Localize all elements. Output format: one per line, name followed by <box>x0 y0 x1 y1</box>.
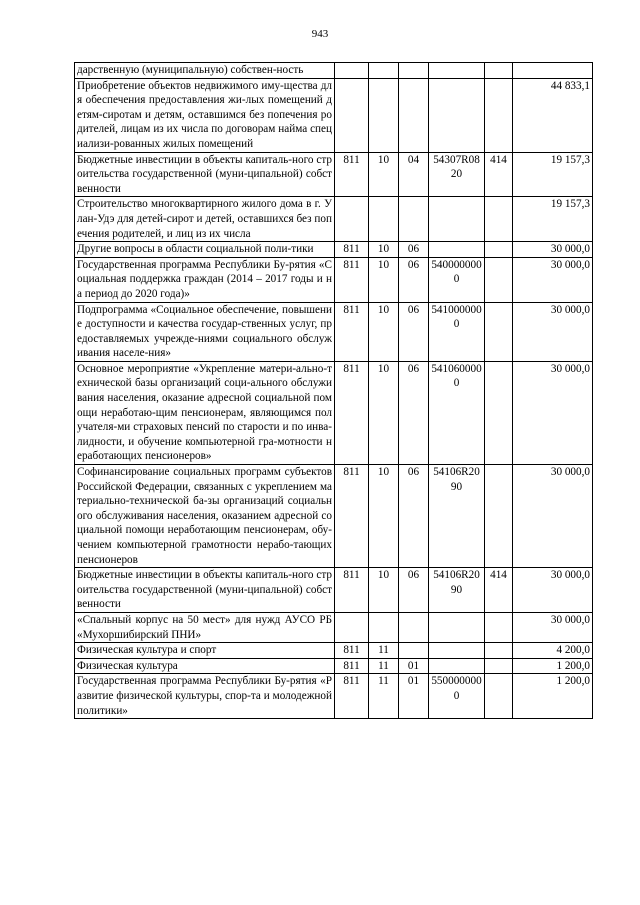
section-code-cell <box>369 78 399 152</box>
row-name-cell: Физическая культура <box>75 658 335 674</box>
expense-type-cell <box>485 361 513 464</box>
row-name-cell: Подпрограмма «Социальное обеспечение, повышение доступности и качества государ-ственных услуг, предоставляемых учрежде-ниями социального обслуживания населе-ния» <box>75 302 335 361</box>
budget-table <box>74 62 593 719</box>
target-article-cell <box>429 612 485 642</box>
expense-type-cell <box>485 674 513 719</box>
table-row <box>75 674 593 719</box>
row-name-cell: Физическая культура и спорт <box>75 643 335 659</box>
ministry-code-cell: 811 <box>335 658 369 674</box>
target-article-cell <box>429 78 485 152</box>
table-row <box>75 568 593 613</box>
expense-type-cell: 414 <box>485 568 513 613</box>
page-number: 943 <box>311 28 329 40</box>
ministry-code-cell: 811 <box>335 302 369 361</box>
section-code-cell: 11 <box>369 658 399 674</box>
target-article-cell <box>429 643 485 659</box>
amount-cell: 19 157,3 <box>513 152 593 197</box>
section-code-cell: 10 <box>369 361 399 464</box>
row-name-cell: Бюджетные инвестиции в объекты капиталь-ного строительства государственной (муни-ципальной) собственности <box>75 152 335 197</box>
table-row <box>75 257 593 302</box>
ministry-code-cell: 811 <box>335 257 369 302</box>
section-code-cell: 10 <box>369 257 399 302</box>
row-name-cell: Приобретение объектов недвижимого иму-щества для обеспечения предоставления жи-лых помещений детям-сиротам и детям, оставшимся без попечения родителей, лицам из их числа по договорам найма специализи-рованных жилых помещений <box>75 78 335 152</box>
row-name-cell: Государственная программа Республики Бу-рятия «Развитие физической культуры, спор-та и молодежной политики» <box>75 674 335 719</box>
expense-type-cell <box>485 465 513 568</box>
expense-type-cell <box>485 612 513 642</box>
ministry-code-cell: 811 <box>335 242 369 258</box>
section-code-cell: 10 <box>369 302 399 361</box>
section-code-cell: 10 <box>369 152 399 197</box>
ministry-code-cell <box>335 197 369 242</box>
subsection-code-cell: 04 <box>399 152 429 197</box>
expense-type-cell <box>485 242 513 258</box>
expense-type-cell <box>485 643 513 659</box>
amount-cell: 30 000,0 <box>513 242 593 258</box>
subsection-code-cell <box>399 197 429 242</box>
row-name-cell: Строительство многоквартирного жилого дома в г. Улан-Удэ для детей-сирот и детей, оставшихся без попечения родителей, и лиц из их числа <box>75 197 335 242</box>
table-row <box>75 152 593 197</box>
target-article-cell: 5400000000 <box>429 257 485 302</box>
target-article-cell <box>429 658 485 674</box>
ministry-code-cell: 811 <box>335 361 369 464</box>
ministry-code-cell: 811 <box>335 465 369 568</box>
amount-cell: 4 200,0 <box>513 643 593 659</box>
subsection-code-cell: 06 <box>399 568 429 613</box>
subsection-code-cell: 06 <box>399 361 429 464</box>
ministry-code-cell: 811 <box>335 152 369 197</box>
ministry-code-cell <box>335 63 369 79</box>
target-article-cell: 5410000000 <box>429 302 485 361</box>
amount-cell: 30 000,0 <box>513 465 593 568</box>
ministry-code-cell <box>335 612 369 642</box>
row-name-cell: «Спальный корпус на 50 мест» для нужд АУСО РБ «Мухоршибирский ПНИ» <box>75 612 335 642</box>
table-row <box>75 643 593 659</box>
row-name-cell: Софинансирование социальных программ субъектов Российской Федерации, связанных с укреплением материально-технической ба-зы организаций социального обслуживания населения, оказанием адресной социальной помощи неработающим пенсионерам, обу-чением компьютерной грамотности нерабо-тающих пенсионеров <box>75 465 335 568</box>
expense-type-cell <box>485 78 513 152</box>
expense-type-cell <box>485 197 513 242</box>
amount-cell <box>513 63 593 79</box>
expense-type-cell <box>485 257 513 302</box>
target-article-cell: 54106R2090 <box>429 465 485 568</box>
subsection-code-cell: 01 <box>399 674 429 719</box>
subsection-code-cell: 01 <box>399 658 429 674</box>
target-article-cell <box>429 63 485 79</box>
target-article-cell: 54307R0820 <box>429 152 485 197</box>
section-code-cell <box>369 612 399 642</box>
subsection-code-cell: 06 <box>399 465 429 568</box>
table-row <box>75 242 593 258</box>
subsection-code-cell <box>399 78 429 152</box>
expense-type-cell <box>485 63 513 79</box>
subsection-code-cell: 06 <box>399 242 429 258</box>
section-code-cell <box>369 63 399 79</box>
section-code-cell <box>369 197 399 242</box>
amount-cell: 1 200,0 <box>513 658 593 674</box>
section-code-cell: 11 <box>369 643 399 659</box>
row-name-cell: Бюджетные инвестиции в объекты капиталь-ного строительства государственной (муни-ципальной) собственности <box>75 568 335 613</box>
amount-cell: 30 000,0 <box>513 568 593 613</box>
amount-cell: 19 157,3 <box>513 197 593 242</box>
target-article-cell: 54106R2090 <box>429 568 485 613</box>
row-name-cell: Основное мероприятие «Укрепление матери-ально-технической базы организаций соци-ального обслуживания населения, оказание адресной социальной помощи неработаю-щим пенсионерам, являющимся получателя-ми страховых пенсий по старости и по инва-лидности, и обучение компьютерной гра-мотности неработающих пенсионеров» <box>75 361 335 464</box>
ministry-code-cell <box>335 78 369 152</box>
target-article-cell <box>429 242 485 258</box>
section-code-cell: 11 <box>369 674 399 719</box>
expense-type-cell <box>485 658 513 674</box>
amount-cell: 30 000,0 <box>513 361 593 464</box>
amount-cell: 30 000,0 <box>513 257 593 302</box>
section-code-cell: 10 <box>369 465 399 568</box>
target-article-cell: 5410600000 <box>429 361 485 464</box>
ministry-code-cell: 811 <box>335 568 369 613</box>
subsection-code-cell <box>399 612 429 642</box>
row-name-cell: Государственная программа Республики Бу-рятия «Социальная поддержка граждан (2014 – 2017 годы и на период до 2020 года)» <box>75 257 335 302</box>
table-row <box>75 302 593 361</box>
ministry-code-cell: 811 <box>335 674 369 719</box>
expense-type-cell <box>485 302 513 361</box>
budget-table-body <box>75 63 593 719</box>
table-row <box>75 197 593 242</box>
table-row <box>75 612 593 642</box>
subsection-code-cell: 06 <box>399 257 429 302</box>
target-article-cell: 5500000000 <box>429 674 485 719</box>
table-row <box>75 658 593 674</box>
amount-cell: 44 833,1 <box>513 78 593 152</box>
target-article-cell <box>429 197 485 242</box>
section-code-cell: 10 <box>369 242 399 258</box>
amount-cell: 30 000,0 <box>513 612 593 642</box>
row-name-cell: дарственную (муниципальную) собствен-ность <box>75 63 335 79</box>
ministry-code-cell: 811 <box>335 643 369 659</box>
table-row <box>75 465 593 568</box>
row-name-cell: Другие вопросы в области социальной поли-тики <box>75 242 335 258</box>
table-row <box>75 78 593 152</box>
amount-cell: 30 000,0 <box>513 302 593 361</box>
subsection-code-cell <box>399 643 429 659</box>
table-row <box>75 361 593 464</box>
section-code-cell: 10 <box>369 568 399 613</box>
expense-type-cell: 414 <box>485 152 513 197</box>
subsection-code-cell: 06 <box>399 302 429 361</box>
amount-cell: 1 200,0 <box>513 674 593 719</box>
subsection-code-cell <box>399 63 429 79</box>
table-row <box>75 63 593 79</box>
